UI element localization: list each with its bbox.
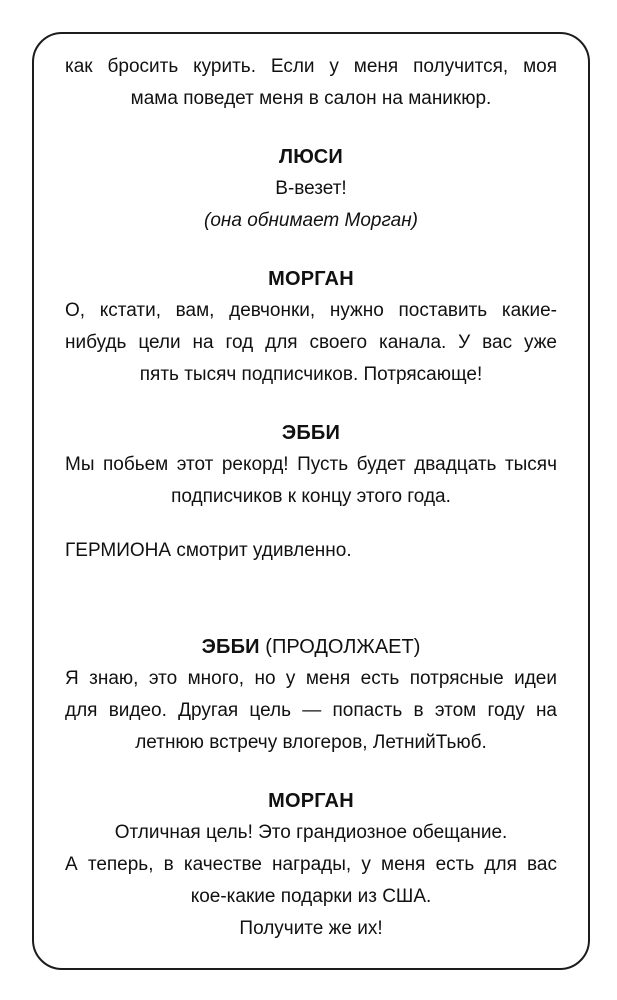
dialogue-line: В-везет! — [275, 178, 347, 199]
dialogue-block — [65, 817, 557, 945]
speaker-parenthetical: (ПРОДОЛЖАЕТ) — [259, 636, 421, 658]
speaker-name: ЭББИ — [281, 422, 341, 444]
dialogue-line: нибудь цели на год для своего канала. У вас уже — [65, 332, 557, 353]
dialogue-line: мама поведет меня в салон на маникюр. — [130, 88, 492, 109]
dialogue-line: Мы побьем этот рекорд! Пусть будет двадцать тысяч — [65, 454, 557, 475]
speaker-name: ЛЮСИ — [278, 146, 343, 168]
dialogue-line: кое-какие подарки из США. — [190, 886, 432, 907]
speaker-heading — [65, 141, 557, 173]
dialogue-line: летнюю встречу влогеров, ЛетнийТьюб. — [135, 732, 487, 753]
dialogue-line: Получите же их! — [239, 918, 383, 939]
speaker-heading — [65, 785, 557, 817]
dialogue-block — [65, 51, 557, 115]
book-page-frame — [32, 32, 590, 970]
speaker-name: МОРГАН — [268, 790, 354, 812]
dialogue-block — [65, 449, 557, 513]
dialogue-line: пять тысяч подписчиков. Потрясающе! — [139, 364, 483, 385]
speaker-name: ЭББИ — [201, 636, 260, 658]
dialogue-line: подписчиков к концу этого года. — [171, 486, 451, 507]
dialogue-line: А теперь, в качестве награды, у меня есть для вас — [65, 854, 557, 875]
action-block — [65, 535, 557, 567]
speaker-heading — [65, 417, 557, 449]
dialogue-line: (она обнимает Морган) — [204, 210, 418, 231]
dialogue-line: Отличная цель! Это грандиозное обещание. — [114, 822, 508, 843]
action-line: ГЕРМИОНА смотрит удивленно. — [65, 540, 352, 561]
speaker-name: МОРГАН — [268, 268, 354, 290]
dialogue-block — [65, 663, 557, 759]
dialogue-line: для видео. Другая цель — попасть в этом году на — [65, 700, 557, 721]
dialogue-line: как бросить курить. Если у меня получится, моя — [65, 56, 557, 77]
page-content — [34, 34, 588, 945]
dialogue-line: О, кстати, вам, девчонки, нужно поставить какие- — [65, 300, 557, 321]
dialogue-line: Я знаю, это много, но у меня есть потрясные идеи — [65, 668, 557, 689]
speaker-heading — [65, 263, 557, 295]
dialogue-block — [65, 173, 557, 237]
dialogue-block — [65, 295, 557, 391]
speaker-heading — [65, 631, 557, 663]
